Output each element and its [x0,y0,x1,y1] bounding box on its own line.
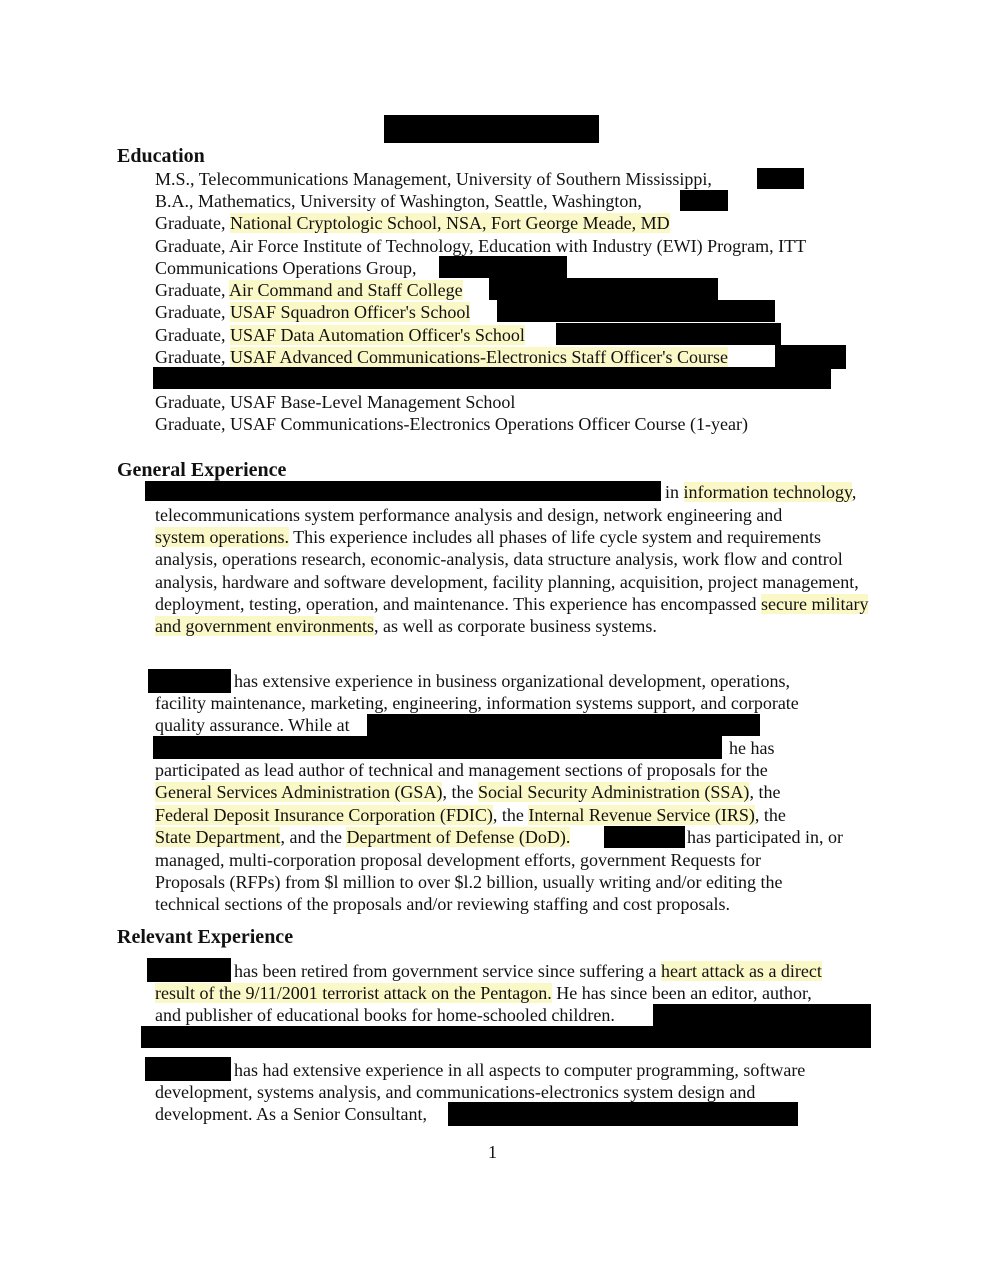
redaction-bar [604,826,685,848]
paragraph-line: telecommunications system performance analysis and design, network engineering and [155,505,783,525]
redaction-bar [448,1102,798,1126]
redaction-bar [153,736,722,759]
redaction-bar [556,323,781,345]
highlighted-text: USAF Data Automation Officer's School [229,325,525,345]
highlighted-text: USAF Squadron Officer's School [229,302,471,322]
education-line: Graduate, Air Force Institute of Technology, Education with Industry (EWI) Program, ITT [155,236,807,256]
paragraph-line: State Department, and the Department of Defense (DoD). [155,827,571,847]
education-line: Graduate, Air Command and Staff College [155,280,463,300]
redaction-bar [141,1026,657,1048]
redaction-bar [145,1057,231,1081]
redaction-bar [367,714,760,736]
section-heading-education: Education [117,145,205,167]
redaction-bar [775,345,846,369]
highlighted-text: Internal Revenue Service (IRS) [528,805,755,825]
redaction-bar [145,481,661,501]
paragraph-line: participated as lead author of technical and management sections of proposals for the [155,760,768,780]
highlighted-text: result of the 9/11/2001 terrorist attack on the Pentagon. [155,983,552,1003]
highlighted-text: Social Security Administration (SSA) [477,782,750,802]
paragraph-line: has had extensive experience in all aspects to computer programming, software [234,1060,806,1080]
education-line: Graduate, USAF Advanced Communications-Electronics Staff Officer's Course [155,347,728,367]
paragraph-line: in information technology, [665,482,857,502]
redaction-bar [384,115,599,143]
education-line: M.S., Telecommunications Management, University of Southern Mississippi, [155,169,712,189]
paragraph-line: has participated in, or [687,827,843,847]
paragraph-line: development. As a Senior Consultant, [155,1104,427,1124]
redaction-bar [148,669,231,693]
paragraph: system operations. This experience includes all phases of life cycle system and requirements analysis, operations research, economic-analysis, data structure analysis, work flow and control analysis, hardware and software development, facility planning, acquisition, project management, deployment, testing, operation, and maintenance. This experience has encompassed secure military and government environments, as well as corporate business systems. [155,527,869,637]
highlighted-text: heart attack as a direct [661,961,822,981]
paragraph-line: quality assurance. While at [155,715,350,735]
education-line: Communications Operations Group, [155,258,417,278]
paragraph-line: General Services Administration (GSA), the Social Security Administration (SSA), the [155,782,781,802]
paragraph-line: Proposals (RFPs) from $l million to over $l.2 billion, usually writing and/or editing the [155,872,783,892]
redaction-bar [653,1004,871,1048]
education-line: Graduate, USAF Communications-Electronics Operations Officer Course (1-year) [155,414,748,434]
education-line: Graduate, National Cryptologic School, NSA, Fort George Meade, MD [155,213,670,233]
redaction-bar [439,256,567,278]
highlighted-text: secure military and government environments [155,593,869,637]
education-line: Graduate, USAF Data Automation Officer's School [155,325,525,345]
paragraph-line: technical sections of the proposals and/or reviewing staffing and cost proposals. [155,894,731,914]
highlighted-text: National Cryptologic School, NSA, Fort George Meade, MD [229,213,670,233]
paragraph-line: and publisher of educational books for home-schooled children. [155,1005,615,1025]
paragraph-line: managed, multi-corporation proposal development efforts, government Requests for [155,850,762,870]
redaction-bar [153,367,831,389]
highlighted-text: information technology [683,482,852,502]
redaction-bar [147,958,231,982]
paragraph-line: facility maintenance, marketing, engineering, information systems support, and corporate [155,693,799,713]
paragraph-line: has extensive experience in business organizational development, operations, [234,671,790,691]
highlighted-text: USAF Advanced Communications-Electronics Staff Officer's Course [229,347,728,367]
highlighted-text: Department of Defense (DoD). [346,827,571,847]
redaction-bar [497,300,775,322]
paragraph-line: result of the 9/11/2001 terrorist attack on the Pentagon. He has since been an editor, author, [155,983,812,1003]
highlighted-text: Air Command and Staff College [228,280,463,300]
redaction-bar [680,190,728,211]
highlighted-text: State Department [155,827,281,847]
education-line: Graduate, USAF Base-Level Management School [155,392,516,412]
page-number: 1 [488,1142,497,1162]
education-line: B.A., Mathematics, University of Washington, Seattle, Washington, [155,191,642,211]
highlighted-text: system operations. [155,527,289,547]
paragraph-line: Federal Deposit Insurance Corporation (FDIC), the Internal Revenue Service (IRS), the [155,805,786,825]
redaction-bar [489,278,718,300]
paragraph-line: development, systems analysis, and communications-electronics system design and [155,1082,756,1102]
section-heading-general-experience: General Experience [117,459,287,481]
paragraph-line: has been retired from government service since suffering a heart attack as a direct [234,961,822,981]
paragraph-line: he has [729,738,775,758]
section-heading-relevant-experience: Relevant Experience [117,926,294,948]
education-line: Graduate, USAF Squadron Officer's School [155,302,471,322]
redaction-bar [757,168,804,189]
highlighted-text: Federal Deposit Insurance Corporation (FDIC) [155,805,493,825]
highlighted-text: General Services Administration (GSA) [155,782,443,802]
